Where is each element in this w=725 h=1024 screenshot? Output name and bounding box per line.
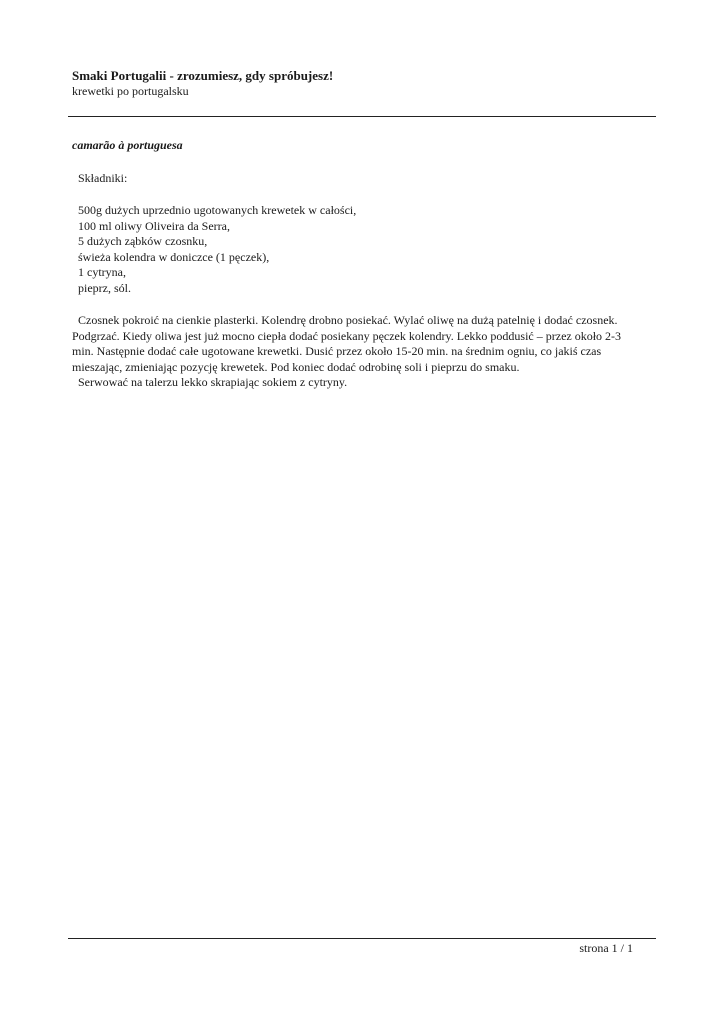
ingredient-item: 1 cytryna, — [78, 265, 126, 279]
serving-paragraph: Serwować na talerzu lekko skrapiając sokiem z cytryny. — [78, 375, 348, 389]
ingredient-item: 100 ml oliwy Oliveira da Serra, — [78, 218, 230, 233]
ingredients-heading: Składniki: — [78, 170, 128, 185]
site-title: Smaki Portugalii - zrozumiesz, gdy spróbujesz! — [72, 68, 334, 83]
recipe-article — [72, 138, 642, 391]
ingredient-item: świeża kolendra w doniczce (1 pęczek), — [78, 249, 270, 264]
ingredients-list — [72, 203, 642, 296]
ingredient-item: pieprz, sól. — [78, 280, 131, 295]
header-divider — [68, 116, 656, 117]
page-subtitle: krewetki po portugalsku — [72, 84, 189, 98]
instructions-paragraph: Czosnek pokroić na cienkie plasterki. Kolendrę drobno posiekać. Wylać oliwę na dużą patelnię i dodać czosnek. Podgrzać. Kiedy oliwa jest już mocno ciepła dodać posiekany pęczek kolendry. Lekko poddusić – przez około 2-3 min. Następnie dodać całe ugotowane krewetki. Dusić przez około 15-20 min. na średnim ogniu, co jakiś czas mieszając, zmieniając pozycję krewetek. Pod koniec dodać odrobinę soli i pieprzu do smaku. — [72, 313, 622, 374]
recipe-title: camarão à portuguesa — [72, 138, 183, 152]
ingredient-item: 500g dużych uprzednio ugotowanych krewetek w całości, — [78, 203, 357, 217]
footer-divider — [68, 938, 656, 939]
page-header — [72, 68, 656, 99]
page-number: strona 1 / 1 — [579, 941, 633, 955]
ingredient-item: 5 dużych ząbków czosnku, — [78, 234, 208, 248]
